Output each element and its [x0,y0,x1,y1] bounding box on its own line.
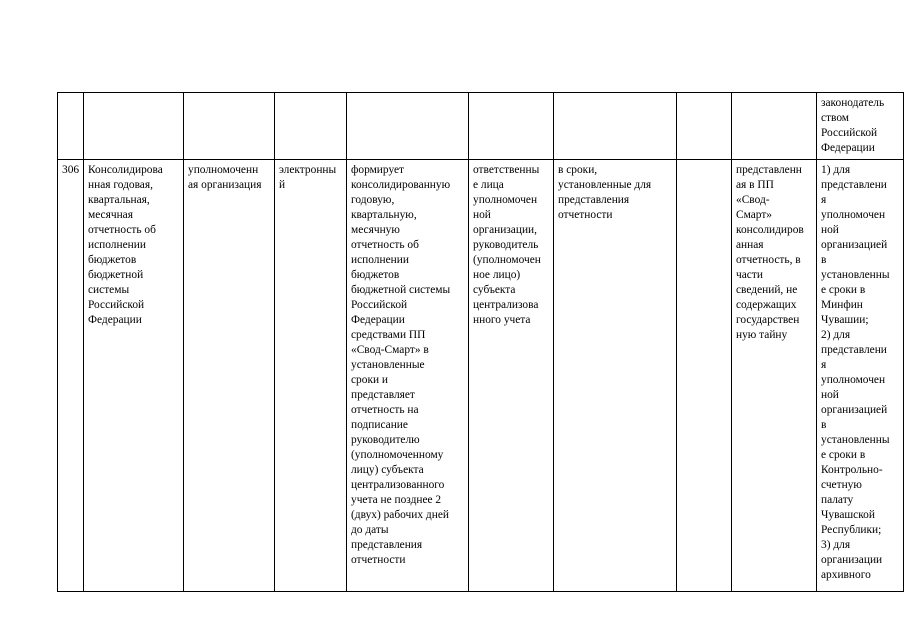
table-cell-compiler [184,93,275,160]
table-cell-deadline: в сроки, установленные для представления отчетности [554,160,677,592]
table-cell-procedure [347,93,469,160]
table-cell-col8 [677,160,732,592]
table-cell-compiler: уполномоченн ая организация [184,160,275,592]
table-cell-form [275,93,347,160]
table-cell-col8 [677,93,732,160]
table-cell-col10: законодатель ством Российской Федерации [817,93,904,160]
table-cell-form: электронны й [275,160,347,592]
table-cell-number: 306 [58,160,84,592]
table-cell-where-submitted [732,93,817,160]
table-cell-document-name: Консолидирова нная годовая, квартальная, месячная отчетность об исполнении бюджетов бюджетной системы Российской Федерации [84,160,184,592]
table-cell-document-name [84,93,184,160]
table-cell-responsible [469,93,554,160]
table-cell-deadline [554,93,677,160]
table-cell-procedure: формирует консолидированную годовую, квартальную, месячную отчетность об исполнении бюджетов бюджетной системы Российской Федерации средствами ПП «Свод-Смарт» в установленные сроки и представляет отчетность на подписание руководителю (уполномоченному лицу) субъекта централизованного учета не позднее 2 (двух) рабочих дней до даты представления отчетности [347,160,469,592]
document-table [57,92,904,592]
table-cell-col10: 1) для представлени я уполномочен ной организацией в установленны е сроки в Минфин Чувашии; 2) для представлени я уполномочен ной организацией в установленны е сроки в Контрольно- счетную палату Чувашской Республики; 3) для организации архивного [817,160,904,592]
table-cell-number [58,93,84,160]
table-cell-responsible: ответственны е лица уполномочен ной организации, руководитель (уполномочен ное лицо) субъекта централизова нного учета [469,160,554,592]
table-row-306 [58,160,904,592]
table-row-continuation [58,93,904,160]
table-cell-where-submitted: представленн ая в ПП «Свод- Смарт» консолидиров анная отчетность, в части сведений, не содержащих государствен ную тайну [732,160,817,592]
